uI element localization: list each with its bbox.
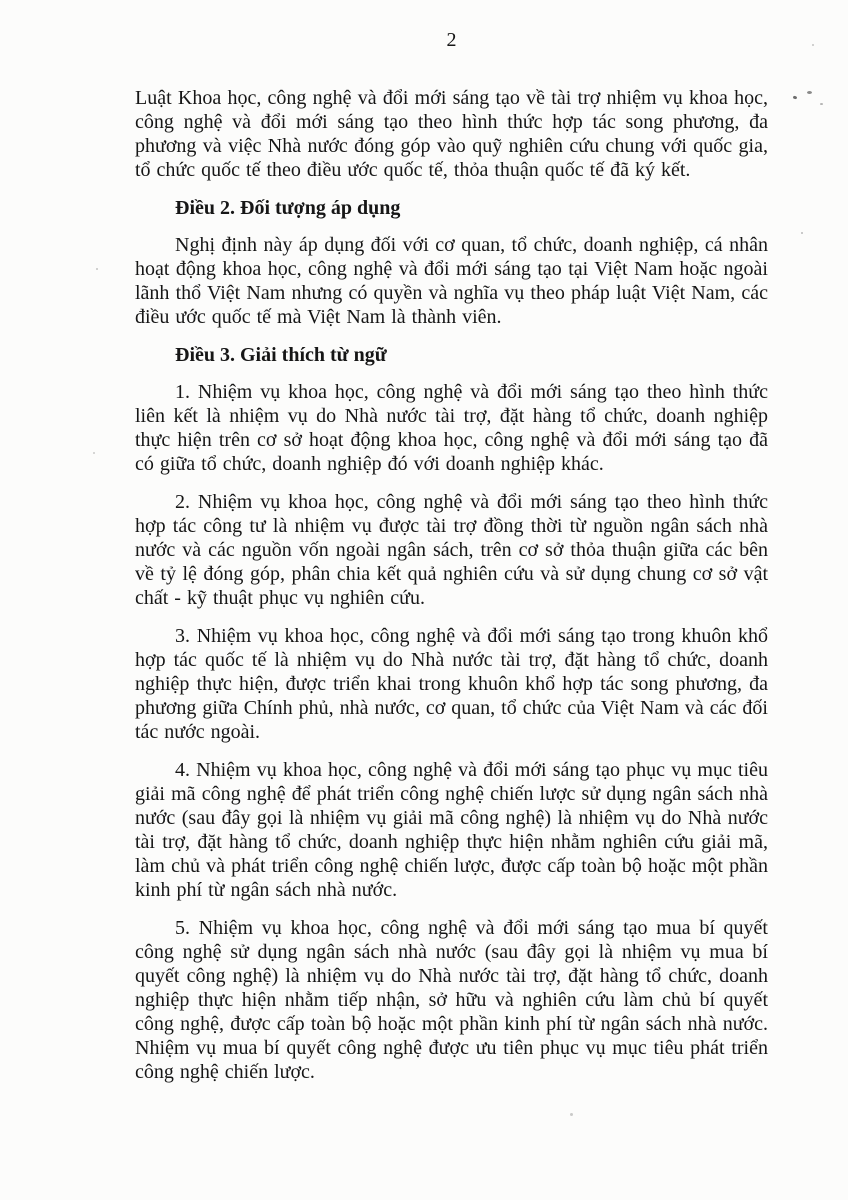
definition-item: 1. Nhiệm vụ khoa học, công nghệ và đổi mới sáng tạo theo hình thức liên kết là nhiệm vụ do Nhà nước tài trợ, đặt hàng tổ chức, doanh nghiệp thực hiện trên cơ sở hoạt động khoa học, công nghệ và đổi mới sáng tạo đã có giữa tổ chức, doanh nghiệp đó với doanh nghiệp khác. [135, 381, 768, 475]
definition-item: 4. Nhiệm vụ khoa học, công nghệ và đổi mới sáng tạo phục vụ mục tiêu giải mã công nghệ để phát triển công nghệ chiến lược sử dụng ngân sách nhà nước (sau đây gọi là nhiệm vụ giải mã công nghệ) là nhiệm vụ do Nhà nước tài trợ, đặt hàng tổ chức, doanh nghiệp thực hiện nhằm nghiên cứu giải mã, làm chủ và phát triển công nghệ chiến lược, được cấp toàn bộ hoặc một phần kinh phí từ ngân sách nhà nước. [135, 759, 768, 901]
scan-speck [793, 95, 798, 99]
definition-item: 3. Nhiệm vụ khoa học, công nghệ và đổi mới sáng tạo trong khuôn khổ hợp tác quốc tế là nhiệm vụ do Nhà nước tài trợ, đặt hàng tổ chức, doanh nghiệp thực hiện, được triển khai trong khuôn khổ hợp tác song phương, đa phương giữa Chính phủ, nhà nước, cơ quan, tổ chức của Việt Nam và các đối tác nước ngoài. [135, 625, 768, 743]
scan-speck [96, 268, 98, 270]
page-number: 2 [446, 29, 457, 51]
definition-item: 2. Nhiệm vụ khoa học, công nghệ và đổi mới sáng tạo theo hình thức hợp tác công tư là nhiệm vụ được tài trợ đồng thời từ nguồn ngân sách nhà nước và các nguồn vốn ngoài ngân sách, trên cơ sở thỏa thuận giữa các bên về tỷ lệ đóng góp, phân chia kết quả nghiên cứu và sử dụng chung cơ sở vật chất - kỹ thuật phục vụ nghiên cứu. [135, 491, 768, 609]
article-2-heading: Điều 2. Đối tượng áp dụng [175, 197, 401, 219]
scan-speck [812, 44, 814, 46]
intro-paragraph: Luật Khoa học, công nghệ và đổi mới sáng tạo về tài trợ nhiệm vụ khoa học, công nghệ và đổi mới sáng tạo theo hình thức hợp tác song phương, đa phương và việc Nhà nước đóng góp vào quỹ nghiên cứu chung với quốc gia, tổ chức quốc tế theo điều ước quốc tế, thỏa thuận quốc tế đã ký kết. [135, 87, 768, 181]
scan-speck [93, 452, 95, 454]
scan-speck [801, 232, 803, 234]
document-content [135, 28, 768, 1098]
definition-item: 5. Nhiệm vụ khoa học, công nghệ và đổi mới sáng tạo mua bí quyết công nghệ sử dụng ngân sách nhà nước (sau đây gọi là nhiệm vụ mua bí quyết công nghệ) là nhiệm vụ do Nhà nước tài trợ, đặt hàng tổ chức, doanh nghiệp thực hiện nhằm tiếp nhận, sở hữu và nghiên cứu làm chủ bí quyết công nghệ, được cấp toàn bộ hoặc một phần kinh phí từ ngân sách nhà nước. Nhiệm vụ mua bí quyết công nghệ được ưu tiên phục vụ mục tiêu phát triển công nghệ chiến lược. [135, 917, 768, 1083]
article-3-heading: Điều 3. Giải thích từ ngữ [175, 344, 387, 366]
article-2-body: Nghị định này áp dụng đối với cơ quan, tổ chức, doanh nghiệp, cá nhân hoạt động khoa học, công nghệ và đổi mới sáng tạo tại Việt Nam hoặc ngoài lãnh thổ Việt Nam nhưng có quyền và nghĩa vụ theo pháp luật Việt Nam, các điều ước quốc tế mà Việt Nam là thành viên. [135, 234, 768, 328]
scan-speck [570, 1113, 573, 1116]
article-3-definitions [135, 380, 768, 1084]
scan-speck [807, 91, 812, 94]
scan-speck [820, 103, 823, 105]
scan-speck [744, 553, 746, 555]
